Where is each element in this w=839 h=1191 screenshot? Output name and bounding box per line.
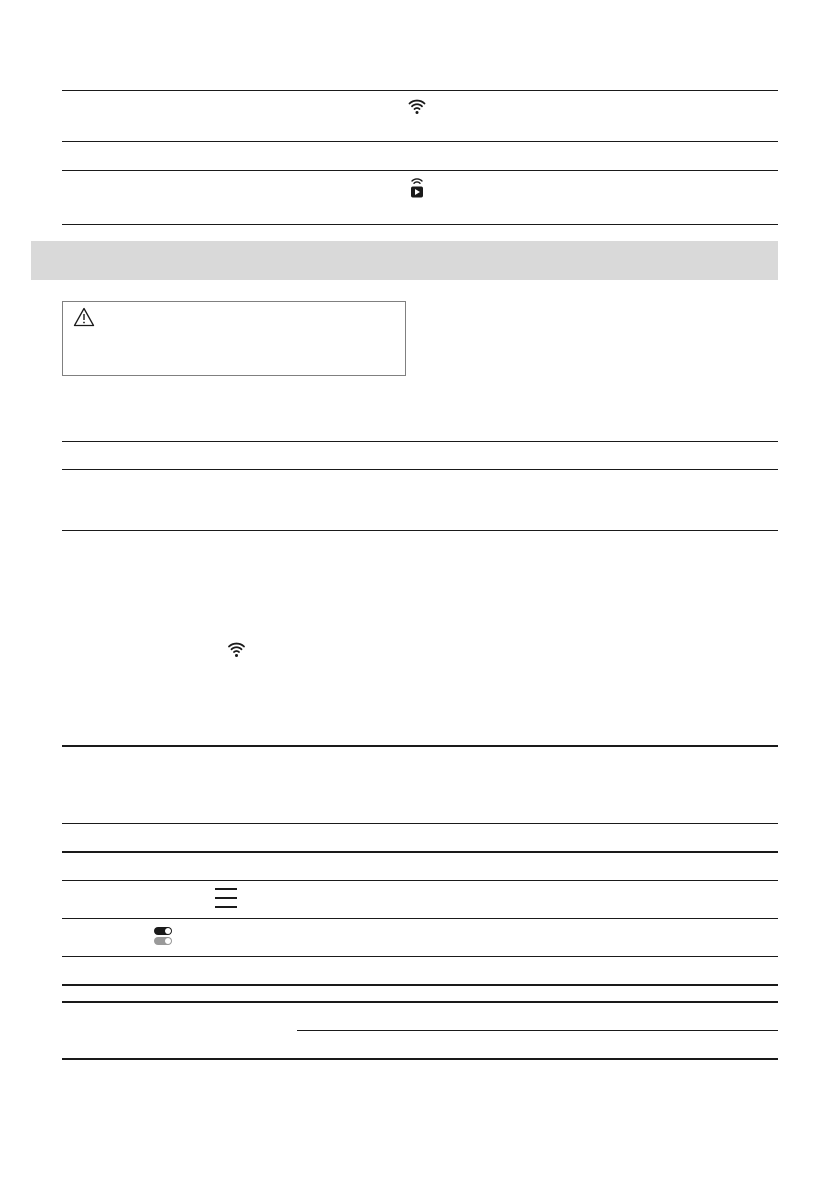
- remote-start-icon: [409, 177, 425, 199]
- table-rule: [62, 530, 778, 531]
- wifi-icon: [408, 97, 426, 115]
- table-rule: [62, 469, 778, 470]
- toggle-icon: [153, 926, 173, 946]
- table-rule: [62, 441, 778, 442]
- table-rule: [297, 1030, 778, 1031]
- table-rule: [62, 823, 778, 824]
- menu-icon: [214, 887, 238, 909]
- table-rule: [62, 224, 778, 225]
- table-rule: [62, 141, 778, 142]
- table-rule: [62, 170, 778, 171]
- table-rule: [62, 984, 778, 986]
- table-rule: [62, 1001, 778, 1003]
- table-rule: [62, 880, 778, 881]
- table-rule: [62, 956, 778, 957]
- table-rule: [62, 745, 778, 747]
- table-rule: [62, 851, 778, 853]
- caution-box: [62, 301, 406, 376]
- table-rule: [62, 1058, 778, 1060]
- table-rule: [62, 90, 778, 91]
- section-header-band: [31, 241, 778, 280]
- warning-triangle-icon: [73, 307, 95, 327]
- table-rule: [62, 918, 778, 919]
- wifi-icon: [227, 640, 246, 658]
